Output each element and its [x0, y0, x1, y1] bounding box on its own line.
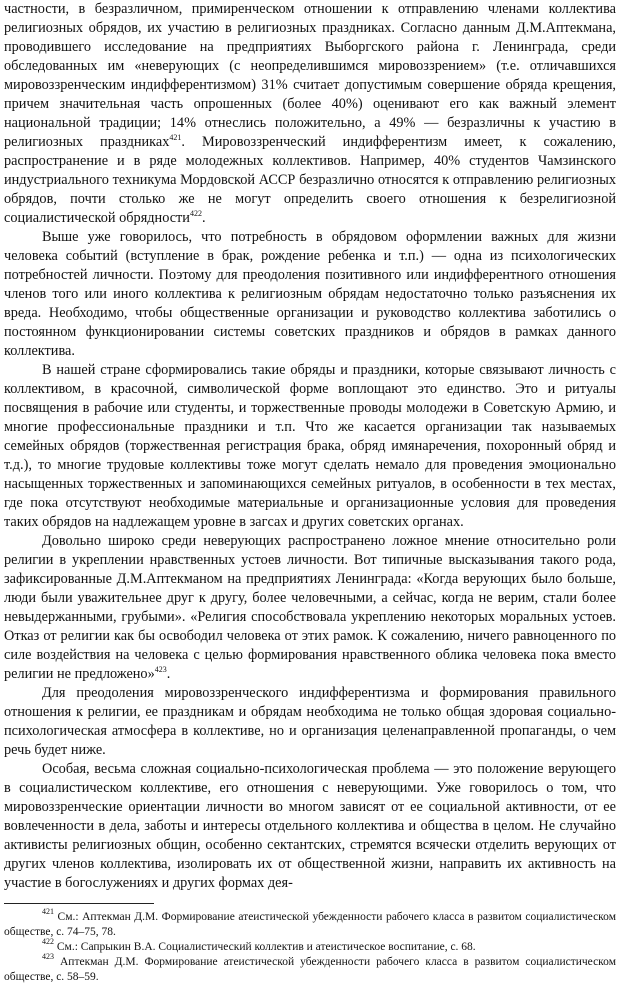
paragraph — [4, 361, 616, 532]
paragraph — [4, 760, 616, 893]
footnote-text: См.: Сапрыкин В.А. Социалистический коллектив и атеистическое воспитание, с. 68. — [54, 941, 476, 953]
paragraph — [4, 0, 616, 228]
footnote — [4, 907, 616, 940]
footnote — [4, 937, 616, 955]
paragraph-text: Для преодоления мировоззренческого индифферентизма и формирования правильного отношения к религии, ее праздникам и обрядам необходима не только общая здоровая социально-психологическая атмосфера в коллективе, но и организация целенаправленной пропаганды, о чем речь будет ниже. — [4, 685, 616, 758]
paragraph-text: Довольно широко среди неверующих распространено ложное мнение относительно роли религии в укреплении нравственных устоев личности. Вот типичные высказывания такого рода, зафиксированные Д.М.Аптекманом на предприятиях Ленинграда: «Когда верующих было больше, люди были уважительнее друг к другу, более человечными, а сейчас, когда не верим, стали более невыдержанными, грубыми». «Религия способствовала укреплению некоторых моральных устоев. Отказ от религии как бы освободил человека от этих рамок. К сожалению, ничего равноценного по силе воздействия на человека с целью формирования нравственного облика человека пока вместо религии не предложено» — [4, 533, 616, 682]
paragraph-text: В нашей стране сформировались такие обряды и праздники, которые связывают личность с коллективом, в красочной, символической форме воплощают это единство. Это и ритуалы посвящения в рабочие или студенты, и торжественные проводы молодежи в Советскую Армию, и многие профессиональные праздники и т.п. Что же касается организации так называемых семейных обрядов (торжественная регистрация брака, обряд имянаречения, похоронный обряд и т.д.), то многие трудовые коллективы тоже могут сделать немало для проведения эмоционально насыщенных торжественных и запоминающихся семейных ритуалов, в особенности в тех местах, где пока отсутствуют необходимые материальные и организационные условия для проведения таких обрядов на надлежащем уровне в загсах и других советских органах. — [4, 362, 616, 530]
paragraph-text: Особая, весьма сложная социально-психологическая проблема — это положение верующего в социалистическом коллективе, его отношения с неверующими. Уже говорилось о том, что мировоззренческие ориентации личности во многом зависят от ее социальной активности, от ее вовлеченности в дела, заботы и интересы отдельного коллектива и общества в целом. Не случайно активисты религиозных общин, особенно сектантских, стремятся всячески отделить верующих от других членов коллектива, изолировать их от общественной жизни, направить их активность на участие в богослужениях и других формах дея- — [4, 761, 616, 891]
footnote-number: 421 — [42, 907, 54, 916]
footnote-divider — [4, 903, 154, 904]
paragraph-text: . — [201, 210, 206, 226]
paragraph-text: . — [166, 666, 171, 682]
paragraph — [4, 532, 616, 684]
footnote-text: Аптекман Д.М. Формирование атеистической убежденности рабочего класса в развитом социалистическом обществе, с. 58–59. — [4, 956, 616, 983]
footnote — [4, 952, 616, 985]
paragraph — [4, 684, 616, 760]
paragraph-text: . Мировоззренческий индифферентизм имеет, к сожалению, распространение и в ряде молодежных коллективов. Например, 40% студентов Чамзинского индустриального техникума Мордовской АССР безразлично относятся к отправлению религиозных обрядов, почти столько же не могут определить своего отношения к безрелигиозной социалистической обрядности — [4, 134, 617, 226]
footnote-ref: 421 — [169, 133, 182, 142]
footnotes — [4, 907, 616, 985]
paragraph-text: частности, в безразличном, примиренческом отношении к отправлению членами коллектива религиозных обрядов, их участию в религиозных праздниках. Согласно данным Д.М.Аптекмана, проводившего исследование на предприятиях Выборгского района г. Ленинграда, среди обследованных им «неверующих (с неопределившимся мировоззрением» (т.е. отличавшихся мировоззренческим индифферентизмом) 31% считает допустимым совершение обряда крещения, причем значительная часть опрошенных (более 40%) оценивают его как важный элемент национальной традиции; 14% отнеслись положительно, а 49% — безразличны к участию в религиозных праздниках — [4, 1, 616, 150]
body-text — [4, 0, 616, 893]
paragraph — [4, 228, 616, 361]
footnote-text: См.: Аптекман Д.М. Формирование атеистической убежденности рабочего класса в развитом социалистическом обществе, с. 74–75, 78. — [4, 911, 616, 938]
footnote-number: 423 — [42, 952, 54, 961]
paragraph-text: Выше уже говорилось, что потребность в обрядовом оформлении важных для жизни человека событий (вступление в брак, рождение ребенка и т.п.) — одна из психологических потребностей личности. Поэтому для преодоления позитивного или индифферентного отношения членов того или иного коллектива к религиозным обрядам недостаточно только разъяснения их вреда. Необходимо, чтобы общественные организации и руководство коллектива заботились о постоянном функционировании системы советских праздников и обрядов в рамках данного коллектива. — [4, 229, 616, 359]
footnote-number: 422 — [42, 937, 54, 946]
footnote-ref: 423 — [154, 665, 167, 674]
footnote-ref: 422 — [189, 209, 202, 218]
